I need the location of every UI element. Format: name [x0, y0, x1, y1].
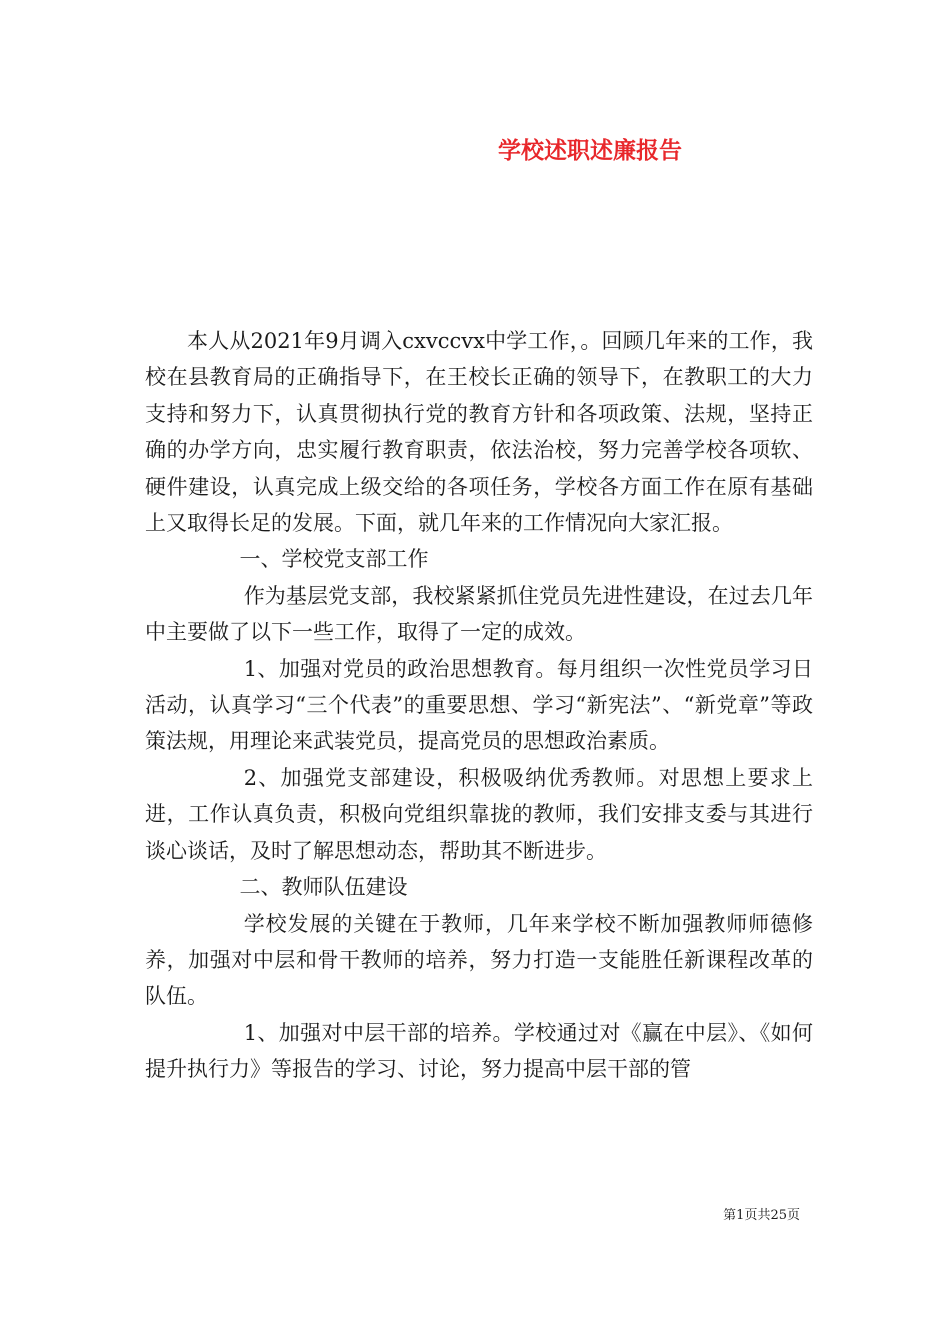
- document-title: 学校述职述廉报告: [498, 137, 682, 164]
- page-number: 第1页共25页: [723, 1208, 800, 1223]
- document-body: [145, 323, 813, 1088]
- paragraph-party-intro: 作为基层党支部，我校紧紧抓住党员先进性建设，在过去几年中主要做了以下一些工作，取得了一定的成效。: [145, 583, 813, 645]
- paragraph-party-item-1: 1、加强对党员的政治思想教育。每月组织一次性党员学习日活动，认真学习“三个代表”的重要思想、学习“新宪法”、“新党章”等政策法规，用理论来武装党员，提高党员的思想政治素质。: [145, 656, 813, 754]
- section-heading-teachers: 二、教师队伍建设: [239, 875, 408, 900]
- section-heading-party: 一、学校党支部工作: [239, 547, 429, 572]
- paragraph-intro: 本人从2021年9月调入cxvccvx中学工作，。回顾几年来的工作，我校在县教育局的正确指导下，在王校长正确的领导下，在教职工的大力支持和努力下，认真贯彻执行党的教育方针和各项政策、法规，坚持正确的办学方向，忠实履行教育职责，依法治校，努力完善学校各项软、硬件建设，认真完成上级交给的各项任务，学校各方面工作在原有基础上又取得长足的发展。下面，就几年来的工作情况向大家汇报。: [145, 329, 813, 536]
- paragraph-teachers-item-1: 1、加强对中层干部的培养。学校通过对《赢在中层》、《如何提升执行力》等报告的学习、讨论，努力提高中层干部的管: [145, 1020, 813, 1082]
- paragraph-teachers-intro: 学校发展的关键在于教师，几年来学校不断加强教师师德修养，加强对中层和骨干教师的培养，努力打造一支能胜任新课程改革的队伍。: [145, 911, 813, 1009]
- paragraph-party-item-2: 2、加强党支部建设，积极吸纳优秀教师。对思想上要求上进，工作认真负责，积极向党组织靠拢的教师，我们安排支委与其进行谈心谈话，及时了解思想动态，帮助其不断进步。: [145, 765, 813, 863]
